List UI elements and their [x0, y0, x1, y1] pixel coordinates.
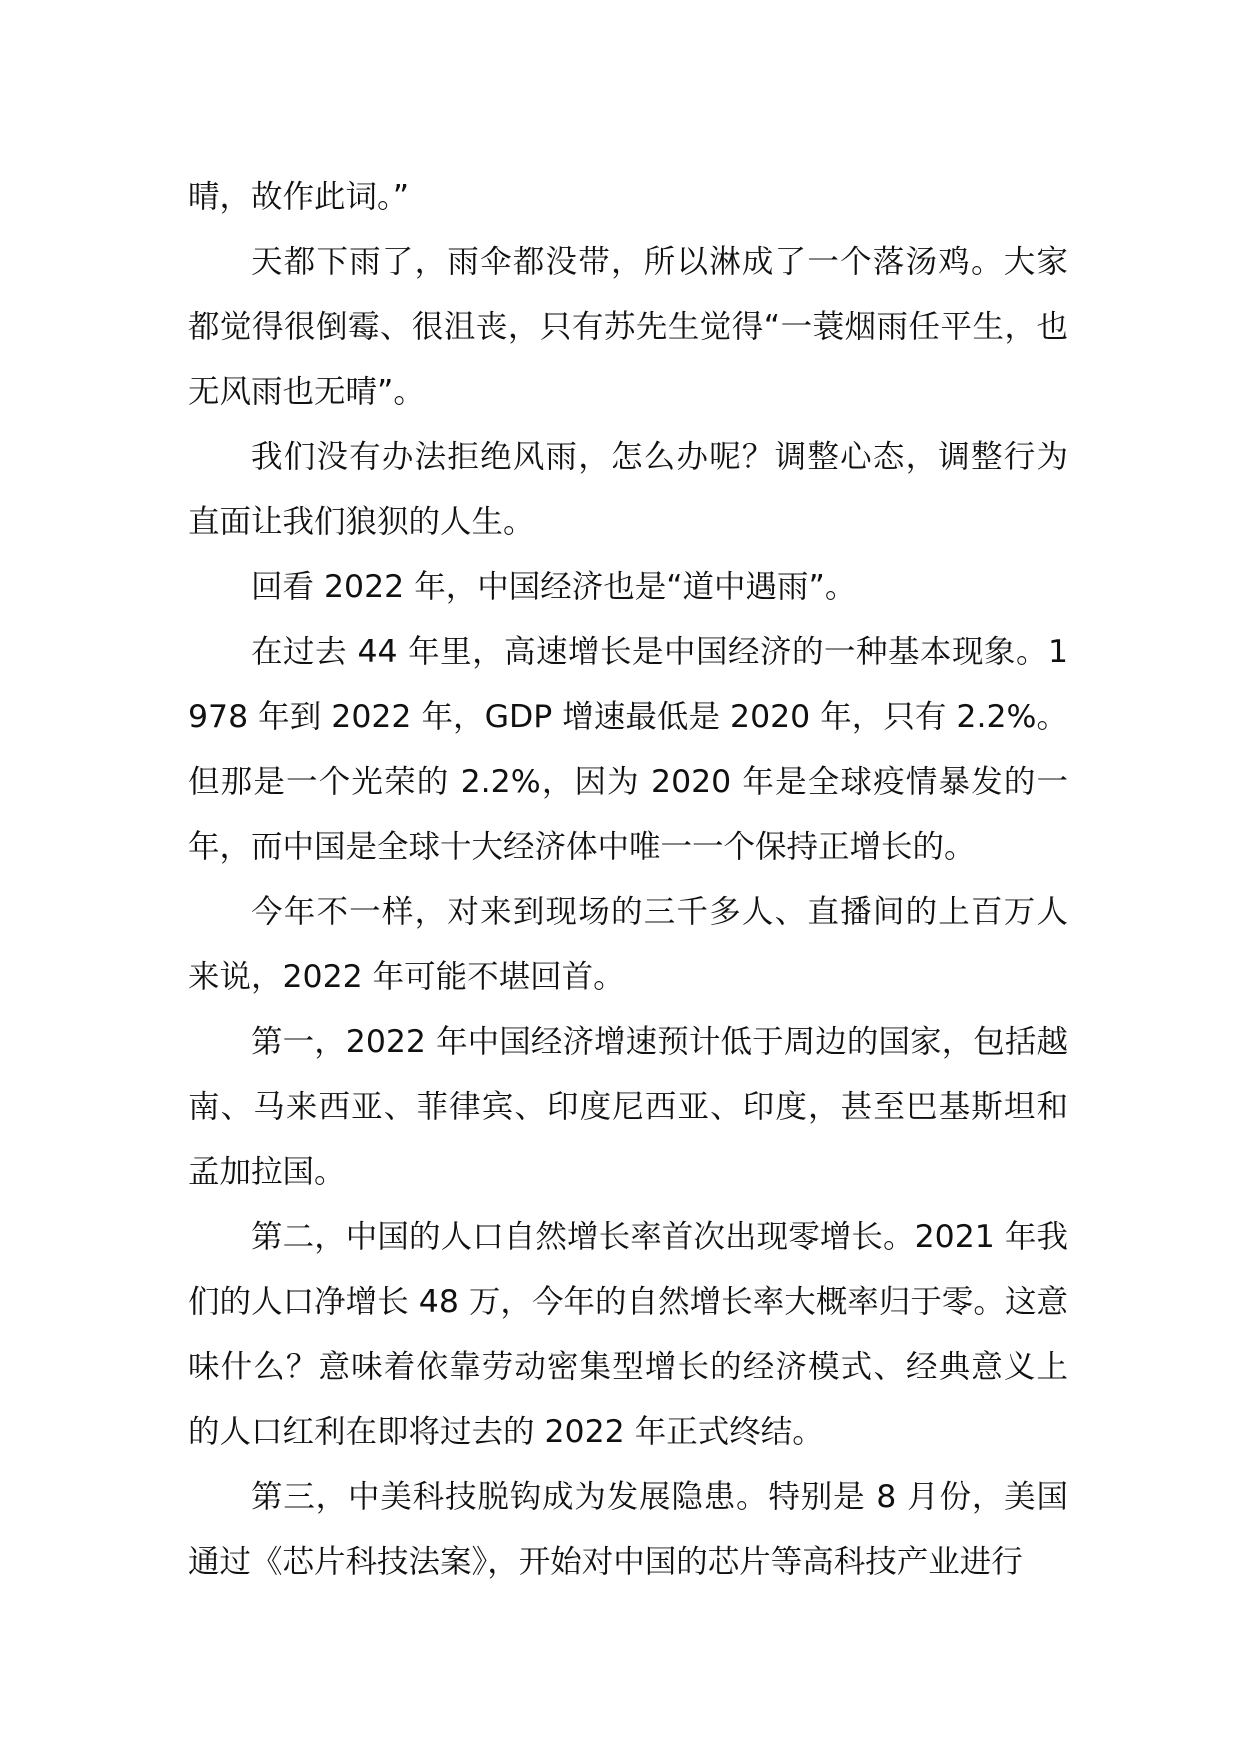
- paragraph-8: 第二，中国的人口自然增长率首次出现零增长。2021 年我们的人口净增长 48 万，今年的自然增长率大概率归于零。这意味什么？意味着依靠劳动密集型增长的经济模式、经典意义上的人口红利在即将过去的 2022 年正式终结。: [188, 1219, 1068, 1450]
- paragraph-9: 第三，中美科技脱钩成为发展隐患。特别是 8 月份，美国通过《芯片科技法案》，开始对中国的芯片等高科技产业进行: [188, 1479, 1068, 1580]
- paragraph-7: 第一，2022 年中国经济增速预计低于周边的国家，包括越南、马来西亚、菲律宾、印度尼西亚、印度，甚至巴基斯坦和孟加拉国。: [188, 1024, 1068, 1190]
- paragraph-6: 今年不一样，对来到现场的三千多人、直播间的上百万人来说，2022 年可能不堪回首。: [188, 894, 1068, 995]
- document-body: [188, 165, 1068, 1595]
- paragraph-1: 晴，故作此词。”: [188, 179, 410, 215]
- paragraph-5: 在过去 44 年里，高速增长是中国经济的一种基本现象。1978 年到 2022 年，GDP 增速最低是 2020 年，只有 2.2%。但那是一个光荣的 2.2%，因为 2020 年是全球疫情暴发的一年，而中国是全球十大经济体中唯一一个保持正增长的。: [188, 634, 1068, 865]
- paragraph-4: 回看 2022 年，中国经济也是“道中遇雨”。: [251, 569, 857, 605]
- paragraph-2: 天都下雨了，雨伞都没带，所以淋成了一个落汤鸡。大家都觉得很倒霉、很沮丧，只有苏先生觉得“一蓑烟雨任平生，也无风雨也无晴”。: [188, 244, 1068, 410]
- paragraph-3: 我们没有办法拒绝风雨，怎么办呢？调整心态，调整行为直面让我们狼狈的人生。: [188, 439, 1068, 540]
